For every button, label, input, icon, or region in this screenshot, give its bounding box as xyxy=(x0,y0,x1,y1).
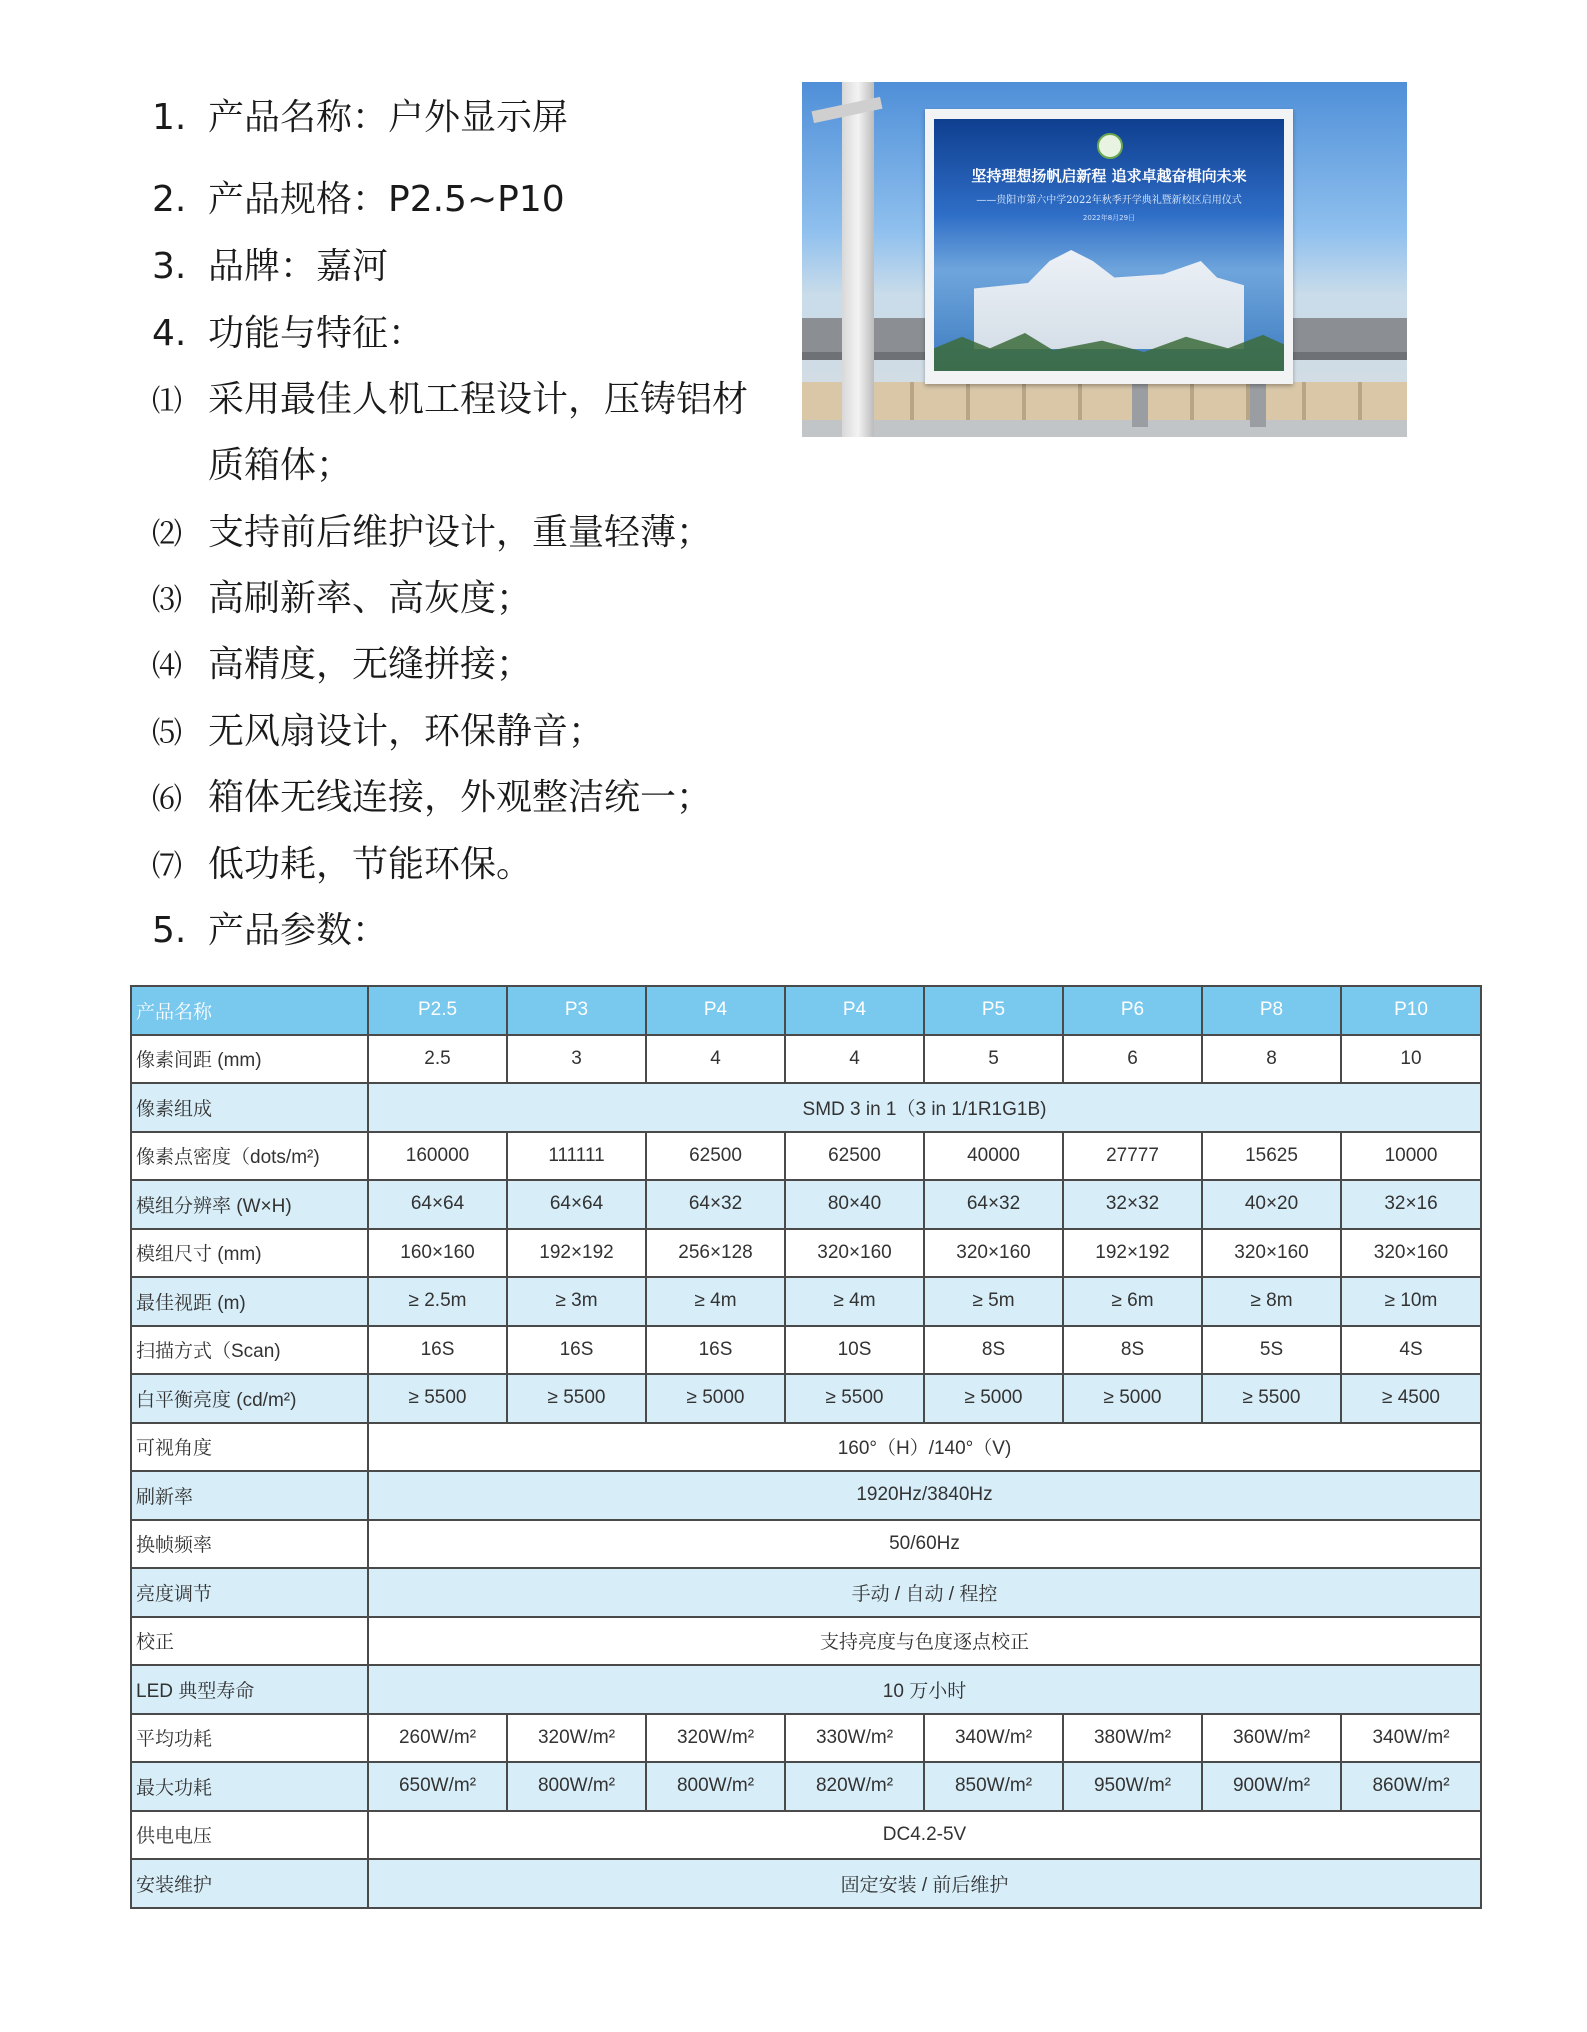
row-label: 平均功耗 xyxy=(131,1714,368,1763)
table-cell: 8S xyxy=(924,1326,1063,1375)
row-label: 刷新率 xyxy=(131,1471,368,1520)
table-row xyxy=(131,1083,1481,1132)
photo-wall xyxy=(802,382,1407,420)
table-cell: 32×32 xyxy=(1063,1180,1202,1229)
screen-subtitle: ——贵阳市第六中学2022年秋季开学典礼暨新校区启用仪式 xyxy=(976,195,1242,206)
product-photo xyxy=(802,82,1407,437)
table-cell: 8 xyxy=(1202,1035,1341,1084)
table-cell: 260W/m² xyxy=(368,1714,507,1763)
list-item-params: 5. 产品参数： xyxy=(152,910,389,951)
table-cell: 860W/m² xyxy=(1341,1762,1481,1811)
table-row xyxy=(131,1568,1481,1617)
table-cell: 40×20 xyxy=(1202,1180,1341,1229)
table-row xyxy=(131,1520,1481,1569)
table-row xyxy=(131,1762,1481,1811)
table-cell: 330W/m² xyxy=(785,1714,924,1763)
table-cell: ≥ 5000 xyxy=(1063,1374,1202,1423)
table-cell: 15625 xyxy=(1202,1132,1341,1181)
header-cell: P4 xyxy=(646,986,785,1035)
table-cell: 192×192 xyxy=(1063,1229,1202,1278)
list-item-features: 4. 功能与特征： xyxy=(152,313,425,354)
table-cell: 2.5 xyxy=(368,1035,507,1084)
table-cell-merged: DC4.2-5V xyxy=(368,1811,1481,1860)
table-cell: ≥ 2.5m xyxy=(368,1277,507,1326)
table-cell: 800W/m² xyxy=(507,1762,646,1811)
table-cell: 6 xyxy=(1063,1035,1202,1084)
table-cell: ≥ 4m xyxy=(646,1277,785,1326)
table-row xyxy=(131,1811,1481,1860)
table-cell: 850W/m² xyxy=(924,1762,1063,1811)
row-label: 模组分辨率 (W×H) xyxy=(131,1180,368,1229)
row-label: 安装维护 xyxy=(131,1859,368,1908)
table-cell: ≥ 4m xyxy=(785,1277,924,1326)
table-cell: 320W/m² xyxy=(507,1714,646,1763)
table-cell: 16S xyxy=(507,1326,646,1375)
table-row xyxy=(131,1374,1481,1423)
header-cell: P6 xyxy=(1063,986,1202,1035)
table-cell: 340W/m² xyxy=(1341,1714,1481,1763)
row-label: 模组尺寸 (mm) xyxy=(131,1229,368,1278)
table-cell: 360W/m² xyxy=(1202,1714,1341,1763)
row-label: 亮度调节 xyxy=(131,1568,368,1617)
table-row xyxy=(131,1617,1481,1666)
table-cell: 320×160 xyxy=(785,1229,924,1278)
table-cell: 320×160 xyxy=(1341,1229,1481,1278)
table-cell: 900W/m² xyxy=(1202,1762,1341,1811)
table-cell: 10S xyxy=(785,1326,924,1375)
school-logo-icon xyxy=(1097,133,1123,159)
table-cell: 16S xyxy=(368,1326,507,1375)
photo-light-pole xyxy=(842,82,874,437)
table-cell-merged: 10 万小时 xyxy=(368,1665,1481,1714)
header-cell: P3 xyxy=(507,986,646,1035)
row-label: 像素间距 (mm) xyxy=(131,1035,368,1084)
table-cell: ≥ 5500 xyxy=(785,1374,924,1423)
led-billboard xyxy=(925,109,1293,384)
table-row xyxy=(131,1035,1481,1084)
table-cell-merged: 固定安装 / 前后维护 xyxy=(368,1859,1481,1908)
table-cell: 650W/m² xyxy=(368,1762,507,1811)
table-cell: 320W/m² xyxy=(646,1714,785,1763)
row-label: 像素组成 xyxy=(131,1083,368,1132)
table-cell: 800W/m² xyxy=(646,1762,785,1811)
table-cell: 5 xyxy=(924,1035,1063,1084)
header-cell: P4 xyxy=(785,986,924,1035)
screen-date: 2022年8月29日 xyxy=(1082,214,1136,222)
header-cell: P5 xyxy=(924,986,1063,1035)
table-cell: ≥ 5000 xyxy=(924,1374,1063,1423)
table-cell: 16S xyxy=(646,1326,785,1375)
table-cell-merged: SMD 3 in 1（3 in 1/1R1G1B) xyxy=(368,1083,1481,1132)
table-cell: ≥ 5500 xyxy=(1202,1374,1341,1423)
table-cell: 10000 xyxy=(1341,1132,1481,1181)
row-label: 供电电压 xyxy=(131,1811,368,1860)
table-cell: 160×160 xyxy=(368,1229,507,1278)
table-cell: 62500 xyxy=(646,1132,785,1181)
table-cell-merged: 50/60Hz xyxy=(368,1520,1481,1569)
table-cell: 3 xyxy=(507,1035,646,1084)
row-label: 可视角度 xyxy=(131,1423,368,1472)
header-cell: P10 xyxy=(1341,986,1481,1035)
table-row xyxy=(131,1423,1481,1472)
table-cell: 5S xyxy=(1202,1326,1341,1375)
table-cell: ≥ 3m xyxy=(507,1277,646,1326)
table-cell: 111111 xyxy=(507,1132,646,1181)
table-cell: 4 xyxy=(646,1035,785,1084)
list-item-spec: 2. 产品规格：P2.5~P10 xyxy=(152,179,565,220)
table-cell-merged: 支持亮度与色度逐点校正 xyxy=(368,1617,1481,1666)
table-cell: ≥ 5500 xyxy=(368,1374,507,1423)
table-cell-merged: 手动 / 自动 / 程控 xyxy=(368,1568,1481,1617)
table-cell: 80×40 xyxy=(785,1180,924,1229)
table-cell: 64×32 xyxy=(924,1180,1063,1229)
led-screen xyxy=(934,119,1284,371)
feature-item: ⑸ 无风扇设计，环保静音； xyxy=(152,711,605,752)
row-label: 扫描方式（Scan) xyxy=(131,1326,368,1375)
table-row xyxy=(131,1326,1481,1375)
feature-item: ⑺ 低功耗，节能环保。 xyxy=(152,844,533,885)
table-cell: ≥ 5000 xyxy=(646,1374,785,1423)
table-cell: 192×192 xyxy=(507,1229,646,1278)
table-row xyxy=(131,1132,1481,1181)
table-cell: 40000 xyxy=(924,1132,1063,1181)
table-cell: 10 xyxy=(1341,1035,1481,1084)
feature-item: ⑵ 支持前后维护设计，重量轻薄； xyxy=(152,512,713,553)
row-label: 像素点密度（dots/m²) xyxy=(131,1132,368,1181)
table-cell: 340W/m² xyxy=(924,1714,1063,1763)
table-row xyxy=(131,1714,1481,1763)
table-cell: 4 xyxy=(785,1035,924,1084)
table-cell-merged: 1920Hz/3840Hz xyxy=(368,1471,1481,1520)
table-cell: 256×128 xyxy=(646,1229,785,1278)
row-label: 最佳视距 (m) xyxy=(131,1277,368,1326)
list-item-name: 1. 产品名称：户外显示屏 xyxy=(152,97,569,138)
table-cell: ≥ 4500 xyxy=(1341,1374,1481,1423)
screen-slogan: 坚持理想扬帆启新程 追求卓越奋楫向未来 xyxy=(971,167,1247,185)
table-row xyxy=(131,1665,1481,1714)
table-cell-merged: 160°（H）/140°（V) xyxy=(368,1423,1481,1472)
table-cell: 64×64 xyxy=(368,1180,507,1229)
table-cell: 8S xyxy=(1063,1326,1202,1375)
table-cell: 320×160 xyxy=(924,1229,1063,1278)
feature-item-continued: 质箱体； xyxy=(208,445,353,486)
table-cell: 64×32 xyxy=(646,1180,785,1229)
table-cell: 32×16 xyxy=(1341,1180,1481,1229)
feature-item: ⑶ 高刷新率、高灰度； xyxy=(152,578,533,619)
feature-item: ⑴ 采用最佳人机工程设计，压铸铝材 xyxy=(152,379,749,420)
header-cell: P2.5 xyxy=(368,986,507,1035)
row-label: 白平衡亮度 (cd/m²) xyxy=(131,1374,368,1423)
row-label: 最大功耗 xyxy=(131,1762,368,1811)
row-label: 校正 xyxy=(131,1617,368,1666)
row-label: 换帧频率 xyxy=(131,1520,368,1569)
table-cell: 380W/m² xyxy=(1063,1714,1202,1763)
table-cell: 64×64 xyxy=(507,1180,646,1229)
table-row xyxy=(131,1180,1481,1229)
row-label: LED 典型寿命 xyxy=(131,1665,368,1714)
table-cell: ≥ 5m xyxy=(924,1277,1063,1326)
table-cell: ≥ 8m xyxy=(1202,1277,1341,1326)
table-row xyxy=(131,1471,1481,1520)
table-row xyxy=(131,1229,1481,1278)
table-cell: 160000 xyxy=(368,1132,507,1181)
campus-building xyxy=(974,239,1244,349)
table-header-row xyxy=(131,986,1481,1035)
feature-item: ⑹ 箱体无线连接，外观整洁统一； xyxy=(152,777,713,818)
table-cell: 320×160 xyxy=(1202,1229,1341,1278)
header-cell: P8 xyxy=(1202,986,1341,1035)
table-cell: 62500 xyxy=(785,1132,924,1181)
row-label: 产品名称 xyxy=(131,986,368,1035)
table-cell: ≥ 6m xyxy=(1063,1277,1202,1326)
table-cell: 27777 xyxy=(1063,1132,1202,1181)
table-cell: 4S xyxy=(1341,1326,1481,1375)
table-cell: ≥ 5500 xyxy=(507,1374,646,1423)
table-row xyxy=(131,1277,1481,1326)
table-cell: 950W/m² xyxy=(1063,1762,1202,1811)
feature-item: ⑷ 高精度，无缝拼接； xyxy=(152,644,533,685)
spec-table xyxy=(130,985,1482,1909)
table-row xyxy=(131,1859,1481,1908)
table-cell: 820W/m² xyxy=(785,1762,924,1811)
list-item-brand: 3. 品牌：嘉河 xyxy=(152,246,389,287)
table-cell: ≥ 10m xyxy=(1341,1277,1481,1326)
